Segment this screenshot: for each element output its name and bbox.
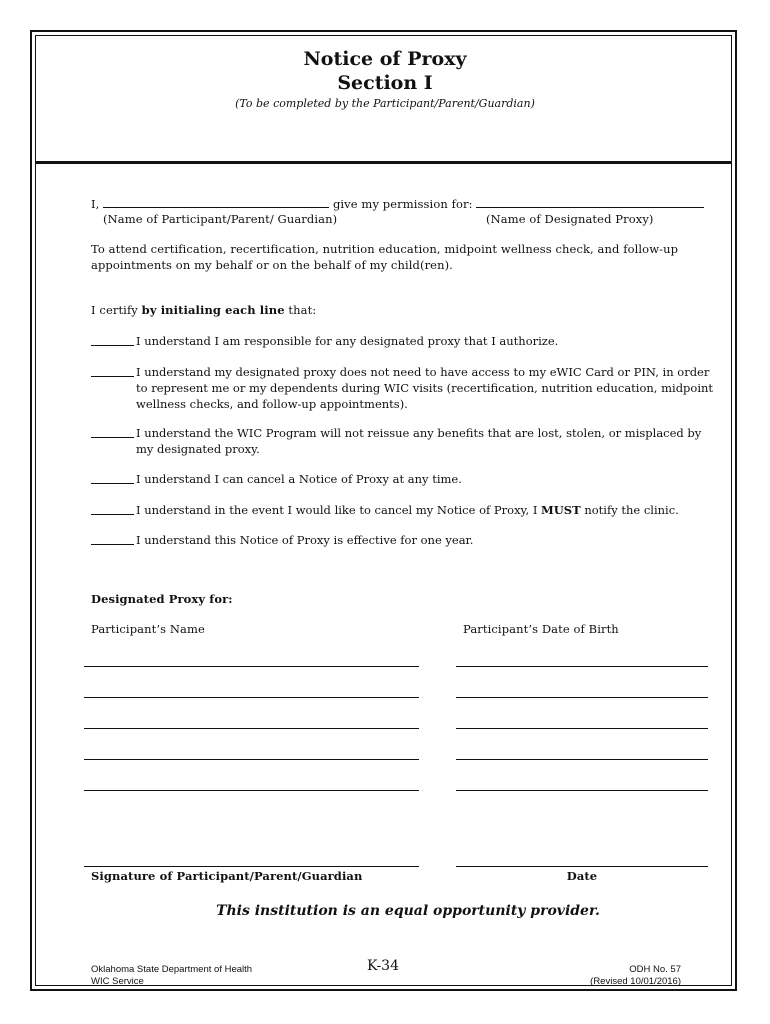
participant-dob-line-4[interactable] [456,759,708,760]
statement-5-bold: MUST [541,503,581,517]
signature-line[interactable] [84,866,419,867]
statement-3: I understand the WIC Program will not reissue any benefits that are lost, stolen, or misplaced by my designated proxy. [136,426,702,456]
participant-dob-line-2[interactable] [456,697,708,698]
statement-6: I understand this Notice of Proxy is effective for one year. [136,533,474,547]
revision-date: (Revised 10/01/2016) [590,976,681,987]
certify-instruction [91,303,316,317]
participant-name-line-4[interactable] [84,759,419,760]
certify-lead: I certify [91,303,138,317]
statement-2: I understand my designated proxy does not need to have access to my eWIC Card or PIN, in order to represent me or my dependents during WIC visits (recertification, nutrition education, midpoint wellness checks, and follow-up appointments). [136,365,714,411]
participant-dob-line-1[interactable] [456,666,708,667]
page-code: K-34 [367,958,399,974]
participant-name-field[interactable] [103,197,329,208]
initial-field-2[interactable] [91,363,134,377]
permission-middle: give my permission for: [332,197,473,211]
equal-opportunity-statement: This institution is an equal opportunity provider. [216,903,600,919]
purpose-line-1: To attend certification, recertification, nutrition education, midpoint wellness check, and follow-up [91,242,679,256]
initial-field-6[interactable] [91,531,134,545]
participant-dob-line-3[interactable] [456,728,708,729]
initial-field-5[interactable] [91,501,134,515]
proxy-name-field[interactable] [476,197,704,208]
participant-name-line-5[interactable] [84,790,419,791]
signature-label: Signature of Participant/Parent/Guardian [91,869,363,883]
certify-tail: that: [288,303,317,317]
participant-dob-header: Participant’s Date of Birth [463,622,619,636]
participant-name-line-1[interactable] [84,666,419,667]
agency-name: Oklahoma State Department of Health [91,964,253,975]
statement-5-after: notify the clinic. [584,503,679,517]
statement-5 [136,502,716,518]
statement-4: I understand I can cancel a Notice of Proxy at any time. [136,472,462,486]
document-title: Notice of Proxy [303,48,467,70]
initial-field-1[interactable] [91,332,134,346]
certify-bold: by initialing each line [141,303,285,317]
initial-field-3[interactable] [91,424,134,438]
section-title: Section I [337,72,433,94]
section-subtitle: (To be completed by the Participant/Parent/Guardian) [235,97,535,110]
form-number: ODH No. 57 [629,964,681,975]
participant-name-line-3[interactable] [84,728,419,729]
initial-field-4[interactable] [91,470,134,484]
header-divider [35,161,732,164]
statement-5-before: I understand in the event I would like to cancel my Notice of Proxy, I [136,503,538,517]
participant-dob-line-5[interactable] [456,790,708,791]
proxy-table-heading: Designated Proxy for: [91,592,233,606]
participant-name-line-2[interactable] [84,697,419,698]
date-label: Date [566,869,598,883]
participant-name-caption: (Name of Participant/Parent/ Guardian) [103,212,338,226]
agency-division: WIC Service [91,976,144,987]
proxy-name-caption: (Name of Designated Proxy) [486,212,654,226]
participant-name-header: Participant’s Name [91,622,205,636]
statement-1: I understand I am responsible for any designated proxy that I authorize. [136,334,559,348]
date-line[interactable] [456,866,708,867]
permission-prefix: I, [91,197,100,211]
purpose-line-2: appointments on my behalf or on the behalf of my child(ren). [91,258,453,272]
permission-line [91,197,704,211]
